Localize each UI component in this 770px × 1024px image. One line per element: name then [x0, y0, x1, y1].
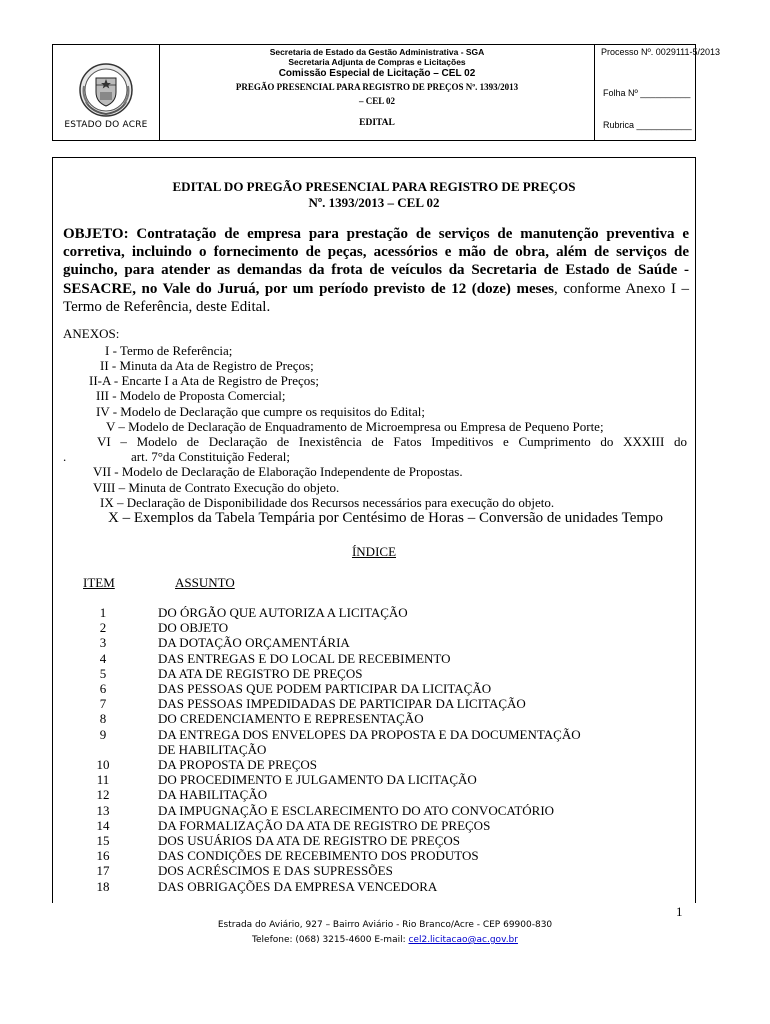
- indice-item-number: 14: [96, 817, 110, 833]
- indice-item-number: 6: [99, 681, 107, 696]
- anexo-item: II - Minuta da Ata de Registro de Preços;: [100, 358, 314, 373]
- indice-item-number: 1: [99, 605, 107, 620]
- indice-item-number: 2: [99, 620, 107, 636]
- edital-number: Nº. 1393/2013 – CEL 02: [308, 195, 440, 210]
- anexo-item: IV - Modelo de Declaração que cumpre os requisitos do Edital;: [96, 404, 425, 419]
- header-logo-cell: [53, 45, 160, 140]
- anexo-item: III - Modelo de Proposta Comercial;: [96, 388, 286, 403]
- coat-of-arms-icon: [78, 62, 134, 118]
- footer-contact: [0, 935, 770, 945]
- indice-item-subject: DO PROCEDIMENTO E JULGAMENTO DA LICITAÇÃO: [158, 772, 477, 788]
- indice-item-number: 17: [96, 863, 110, 879]
- footer-phone: Telefone: (068) 3215-4600 E-mail:: [252, 935, 409, 945]
- anexo-item: V – Modelo de Declaração de Enquadramento de Microempresa ou Empresa de Pequeno Porte;: [106, 419, 604, 434]
- rubrica-field: Rubrica ___________: [603, 120, 692, 130]
- indice-item-number: 12: [96, 787, 110, 803]
- anexos-heading: ANEXOS:: [63, 326, 120, 341]
- anexo-item: II-A - Encarte I a Ata de Registro de Preços;: [89, 373, 319, 388]
- anexo-dot: .: [63, 449, 67, 464]
- objeto-paragraph: [63, 225, 689, 316]
- indice-item-subject: DA FORMALIZAÇÃO DA ATA DE REGISTRO DE PREÇOS: [158, 817, 491, 833]
- indice-item-subject: DAS PESSOAS QUE PODEM PARTICIPAR DA LICITAÇÃO: [158, 681, 492, 696]
- indice-item-subject: DAS OBRIGAÇÕES DA EMPRESA VENCEDORA: [158, 878, 438, 894]
- anexo-item: VII - Modelo de Declaração de Elaboração Independente de Propostas.: [93, 464, 463, 479]
- indice-item-subject: DAS ENTREGAS E DO LOCAL DE RECEBIMENTO: [158, 650, 451, 666]
- indice-item-number: 18: [96, 878, 110, 894]
- indice-item-number: 8: [99, 711, 107, 727]
- indice-item-subject: DOS USUÁRIOS DA ATA DE REGISTRO DE PREÇOS: [158, 833, 460, 848]
- footer-address: Estrada do Aviário, 927 – Bairro Aviário - Rio Branco/Acre - CEP 69900-830: [217, 920, 553, 930]
- indice-item-number: 9: [99, 726, 107, 742]
- header-process-cell: [595, 45, 721, 140]
- indice-item-subject: DA DOTAÇÃO ORÇAMENTÁRIA: [158, 635, 350, 651]
- indice-item-subject: DO ÓRGÃO QUE AUTORIZA A LICITAÇÃO: [158, 605, 408, 620]
- indice-item-subject: DAS PESSOAS IMPEDIDADAS DE PARTICIPAR DA LICITAÇÃO: [158, 696, 526, 712]
- anexo-item: VIII – Minuta de Contrato Execução do objeto.: [93, 480, 340, 495]
- indice-item-number: 3: [99, 635, 107, 651]
- indice-heading: ÍNDICE: [351, 544, 397, 559]
- indice-item-number: 15: [96, 833, 110, 848]
- header-edital: EDITAL: [359, 118, 395, 128]
- indice-item-subject: DA ATA DE REGISTRO DE PREÇOS: [158, 665, 363, 681]
- indice-item-number: 16: [96, 848, 110, 864]
- indice-item-subject: DO OBJETO: [158, 620, 229, 636]
- folha-field: Folha Nº __________: [603, 88, 691, 98]
- document-body: [52, 157, 696, 903]
- header-comissao: Comissão Especial de Licitação – CEL 02: [278, 68, 476, 79]
- header-secretaria-adjunta: Secretaria Adjunta de Compras e Licitações: [288, 57, 466, 67]
- page-number: 1: [676, 904, 683, 919]
- indice-item-number: 10: [96, 757, 110, 772]
- indice-item-number: 5: [99, 665, 107, 681]
- col-assunto-header: ASSUNTO: [175, 575, 235, 590]
- indice-item-number: 11: [96, 772, 110, 788]
- indice-item-subject: DOS ACRÉSCIMOS E DAS SUPRESSÕES: [158, 863, 393, 879]
- anexo-item: IX – Declaração de Disponibilidade dos Recursos necessários para execução do objeto.: [100, 495, 555, 510]
- indice-item-subject: DA HABILITAÇÃO: [158, 787, 268, 803]
- indice-item-subject: DAS CONDIÇÕES DE RECEBIMENTO DOS PRODUTOS: [158, 848, 479, 864]
- estado-label: ESTADO DO ACRE: [64, 120, 148, 130]
- anexo-item: VI – Modelo de Declaração de Inexistência de Fatos Impeditivos e Cumprimento do XXXIII do: [97, 434, 687, 449]
- document-header: [52, 44, 721, 141]
- header-pregao: PREGÃO PRESENCIAL PARA REGISTRO DE PREÇOS Nº. 1393/2013: [235, 82, 519, 92]
- anexo-item: art. 7°da Constituição Federal;: [131, 449, 290, 464]
- indice-item-subject: DE HABILITAÇÃO: [158, 741, 267, 757]
- footer-email-link[interactable]: cel2.licitacao@ac.gov.br: [408, 935, 518, 945]
- anexo-item: X – Exemplos da Tabela Tempária por Centésimo de Horas – Conversão de unidades Tempo: [108, 510, 664, 526]
- indice-item-number: 4: [99, 650, 107, 666]
- header-title-cell: [160, 45, 595, 140]
- processo-number: Processo Nº. 0029111-5/2013: [601, 47, 721, 57]
- objeto-bold-text: OBJETO: Contratação de empresa para prestação de serviços de manutenção preventiva e corretiva, incluindo o fornecimento de peças, acessórios e mão de obra, além de serviços de guincho, para atender as demandas da frota de veículos da Secretaria de Estado de Saúde - SESACRE, no Vale do Juruá, por um período previsto de 12 (doze) meses: [63, 226, 689, 297]
- header-cel: – CEL 02: [358, 96, 395, 106]
- objeto-normal-text: , conforme Anexo I – Termo de Referência, deste Edital.: [63, 280, 689, 315]
- indice-item-subject: DA IMPUGNAÇÃO E ESCLARECIMENTO DO ATO CONVOCATÓRIO: [158, 802, 555, 818]
- col-item-header: ITEM: [83, 575, 115, 590]
- header-secretaria: Secretaria de Estado da Gestão Administrativa - SGA: [269, 47, 485, 57]
- indice-item-subject: DA ENTREGA DOS ENVELOPES DA PROPOSTA E DA DOCUMENTAÇÃO: [158, 726, 581, 742]
- indice-item-number: 13: [96, 802, 110, 818]
- edital-title: EDITAL DO PREGÃO PRESENCIAL PARA REGISTRO DE PREÇOS: [172, 179, 576, 194]
- indice-item-number: 7: [99, 696, 107, 712]
- indice-item-subject: DO CREDENCIAMENTO E REPRESENTAÇÃO: [158, 711, 424, 727]
- indice-item-subject: DA PROPOSTA DE PREÇOS: [158, 757, 317, 772]
- anexo-item: I - Termo de Referência;: [105, 343, 233, 358]
